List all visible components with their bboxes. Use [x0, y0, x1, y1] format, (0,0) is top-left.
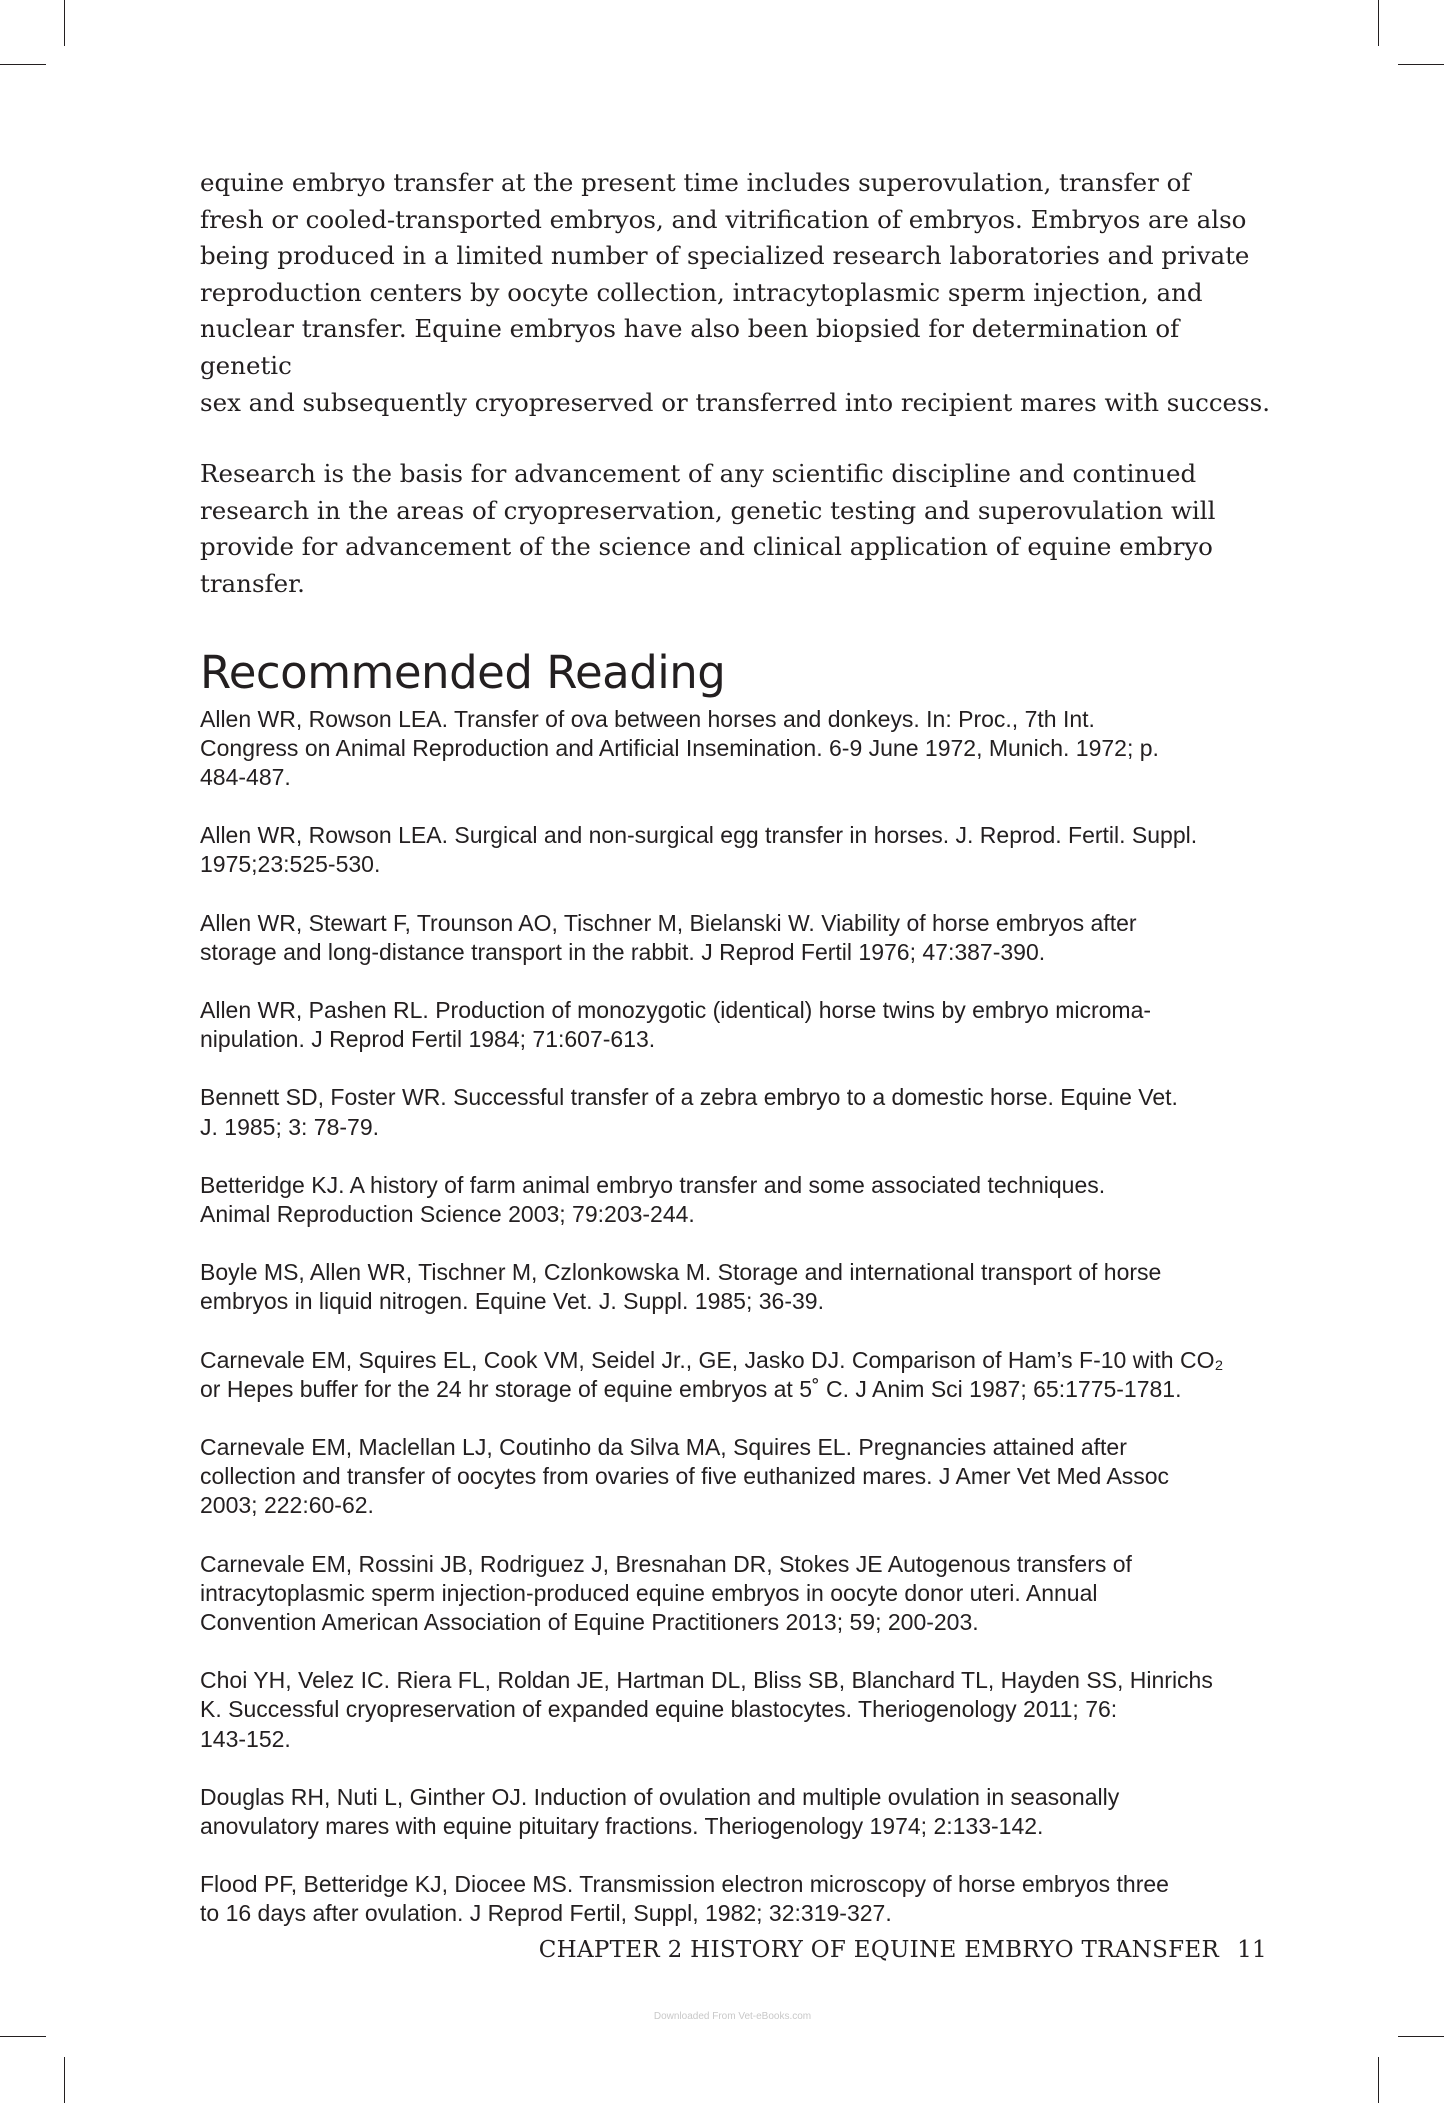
reference-item: Carnevale EM, Maclellan LJ, Coutinho da Silva MA, Squires EL. Pregnancies attained after collection and transfer of oocytes from ovaries of five euthanized mares. J Amer Vet Med Assoc 2003; 222:60-62. — [200, 1433, 1170, 1519]
watermark: Downloaded From Vet-eBooks.com — [653, 2011, 812, 2022]
crop-mark — [64, 2057, 65, 2103]
reference-item: Douglas RH, Nuti L, Ginther OJ. Induction of ovulation and multiple ovulation in seasonally anovulatory mares with equine pituitary fractions. Theriogenology 1974; 2:133-142. — [200, 1783, 1120, 1840]
reference-item: Carnevale EM, Squires EL, Cook VM, Seidel Jr., GE, Jasko DJ. Comparison of Ham’s F-10 with CO₂ or Hepes buffer for the 24 hr storage of equine embryos at 5˚ C. J Anim Sci 1987; 65:1775-1781. — [200, 1346, 1224, 1402]
crop-mark — [0, 2036, 46, 2037]
running-head: CHAPTER 2 HISTORY OF EQUINE EMBRYO TRANSFER — [538, 1937, 1220, 1963]
reference-item: Betteridge KJ. A history of farm animal embryo transfer and some associated techniques. Animal Reproduction Science 2003; 79:203-244. — [200, 1171, 1106, 1227]
body-paragraph: equine embryo transfer at the present time includes superovulation, transfer of fresh or cooled-transported embryos, and vitrification of embryos. Embryos are also being produced in a limited number of specialized research laboratories and private reproduction centers by oocyte collection, intracytoplasmic sperm injection, and nuclear transfer. Equine embryos have also been biopsied for determination of genetic sex and subsequently cryopreserved or transferred into recipient mares with success. — [200, 168, 1270, 417]
reference-item: Allen WR, Stewart F, Trounson AO, Tischner M, Bielanski W. Viability of horse embryos after storage and long-distance transport in the rabbit. J Reprod Fertil 1976; 47:387-390. — [200, 909, 1137, 965]
crop-mark — [0, 64, 46, 65]
reference-item: Choi YH, Velez IC. Riera FL, Roldan JE, Hartman DL, Bliss SB, Blanchard TL, Hayden SS, Hinrichs K. Successful cryopreservation of expanded equine blastocytes. Theriogenology 2011; 76: 143-152. — [200, 1667, 1213, 1752]
reference-item: Allen WR, Pashen RL. Production of monozygotic (identical) horse twins by embryo microma- nipulation. J Reprod Fertil 1984; 71:607-613. — [200, 996, 1152, 1053]
reference-item: Flood PF, Betteridge KJ, Diocee MS. Transmission electron microscopy of horse embryos three to 16 days after ovulation. J Reprod Fertil, Suppl, 1982; 32:319-327. — [200, 1871, 1169, 1927]
reference-item: Allen WR, Rowson LEA. Transfer of ova between horses and donkeys. In: Proc., 7th Int. Congress on Animal Reproduction and Artificial Insemination. 6-9 June 1972, Munich. 1972; p. 484-487. — [200, 705, 1159, 790]
reference-item: Carnevale EM, Rossini JB, Rodriguez J, Bresnahan DR, Stokes JE Autogenous transfers of intracytoplasmic sperm injection-produced equine embryos in oocyte donor uteri. Annual Convention American Association of Equine Practitioners 2013; 59; 200-203. — [200, 1550, 1132, 1635]
crop-mark — [1378, 0, 1379, 46]
reference-item: Allen WR, Rowson LEA. Surgical and non-surgical egg transfer in horses. J. Reprod. Fertil. Suppl. 1975;23:525-530. — [200, 822, 1198, 878]
crop-mark — [1378, 2057, 1379, 2103]
page-body — [200, 165, 1270, 1958]
crop-mark — [1398, 2036, 1444, 2037]
page-footer — [539, 1937, 1267, 1963]
reference-item: Boyle MS, Allen WR, Tischner M, Czlonkowska M. Storage and international transport of horse embryos in liquid nitrogen. Equine Vet. J. Suppl. 1985; 36-39. — [200, 1259, 1162, 1315]
body-paragraph: Research is the basis for advancement of any scientific discipline and continued research in the areas of cryopreservation, genetic testing and superovulation will provide for advancement of the science and clinical application of equine embryo transfer. — [200, 459, 1216, 598]
section-heading: Recommended Reading — [200, 645, 726, 699]
page-number: 11 — [1237, 1937, 1267, 1963]
crop-mark — [1398, 64, 1444, 65]
reference-item: Bennett SD, Foster WR. Successful transfer of a zebra embryo to a domestic horse. Equine Vet. J. 1985; 3: 78-79. — [200, 1084, 1178, 1140]
reference-list — [200, 705, 1270, 1929]
crop-mark — [64, 0, 65, 46]
